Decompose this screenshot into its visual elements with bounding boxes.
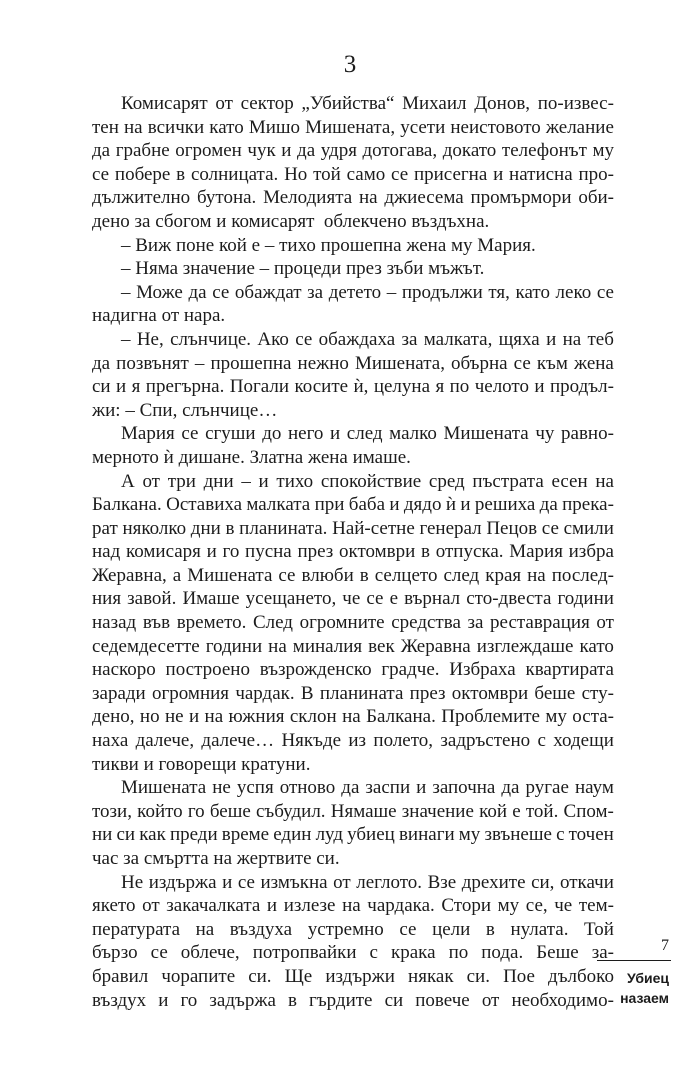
text-line: да позвънят – прошепна нежно Мишената, обърна се към жена (92, 352, 614, 374)
text-line: надигна от нара. (92, 305, 226, 327)
text-line: въздух и го задържа в гърдите си повече от необходимо- (92, 989, 614, 1011)
text-line: Не издържа и се измъкна от леглото. Взе дрехите си, откачи (121, 871, 614, 893)
text-body (92, 92, 614, 1012)
book-title-line: назаем (620, 990, 669, 1006)
text-line: да грабне огромен чук и да удря дотогава, докато телефонът му (92, 140, 614, 162)
text-line: Балкана. Оставиха малката при баба и дядо ѝ и решиха да прека- (92, 494, 614, 516)
text-line: над комисаря и го пусна през октомври в отпуска. Мария избра (92, 541, 614, 563)
text-line: А от три дни – и тихо спокойствие сред пъстрата есен на (121, 470, 614, 492)
footer-rule (597, 960, 671, 961)
text-line: Жеравна, а Мишената се влюби в селцето след края на послед- (92, 564, 614, 586)
page-footer (597, 937, 671, 1008)
text-line: заради огромния чардак. В планината през октомври беше сту- (92, 682, 614, 704)
chapter-number: 3 (343, 51, 357, 78)
text-line: – Не, слънчице. Ако се обаждаха за малката, щяха и на теб (121, 328, 614, 350)
text-line: час за смъртта на жертвите си. (92, 848, 340, 869)
text-line: дено за сбогом и комисарят облекчено въздъхна. (92, 210, 490, 232)
text-line: бравил чорапите си. Ще издържи някак си. Пое дълбоко (92, 965, 614, 987)
text-line: пературата на въздуха устремно се цели в нулата. Той (92, 918, 614, 940)
text-line: наха далече, далече… Някъде из полето, задръстено с ходещи (92, 730, 614, 752)
text-line: този, който го беше събудил. Нямаше значение кой е той. Спом- (92, 800, 614, 822)
text-line: рат няколко дни в планината. Най-сетне генерал Пецов се смили (92, 517, 614, 539)
text-line: се побере в солницата. Но той само се присегна и натисна про- (92, 163, 614, 185)
text-line: – Виж поне кой е – тихо прошепна жена му Мария. (121, 234, 536, 256)
text-line: Мария се сгуши до него и след малко Мишената чу равно- (121, 423, 614, 445)
text-line: – Няма значение – процеди през зъби мъжът. (121, 258, 485, 280)
text-line: дължително бутона. Мелодията на джиесема промърмори оби- (92, 187, 614, 209)
text-line: бързо се облече, потропвайки с крака по пода. Беше за- (92, 942, 614, 964)
text-line: жи: – Спи, слънчице… (92, 399, 278, 421)
text-line: мерното ѝ дишане. Златна жена имаше. (92, 446, 411, 468)
page-number: 7 (661, 937, 669, 954)
book-title-line: Убиец (626, 970, 669, 986)
text-line: якето от закачалката и излезе на чардака. Стори му се, че тем- (92, 895, 614, 917)
text-line: тен на всички като Мишо Мишената, усети неистовото желание (92, 116, 614, 138)
text-line: Мишената не успя отново да заспи и започна да ругае наум (121, 777, 614, 799)
text-line: наскоро построено възрожденско градче. Избраха квартирата (92, 659, 614, 681)
text-line: дено, но не и на южния склон на Балкана. Проблемите му оста- (92, 706, 614, 728)
book-title (597, 968, 671, 1008)
text-line: назад във времето. След огромните средства за реставрация от (92, 612, 614, 634)
text-line: седемдесетте години на миналия век Жеравна изглеждаше като (92, 635, 614, 657)
text-line: си и я прегърна. Погали косите ѝ, целуна я по челото и продъл- (92, 376, 614, 398)
text-line: тикви и говорещи кратуни. (92, 753, 311, 775)
text-line: Комисарят от сектор „Убийства“ Михаил Донов, по-извес- (121, 93, 614, 114)
text-line: – Може да се обаждат за детето – продължи тя, като леко се (121, 281, 614, 303)
text-line: ни си как преди време един луд убиец винаги му звънеше с точен (92, 824, 614, 846)
text-line: ния завой. Имаше усещането, че се е върнал сто-двеста години (92, 588, 614, 610)
